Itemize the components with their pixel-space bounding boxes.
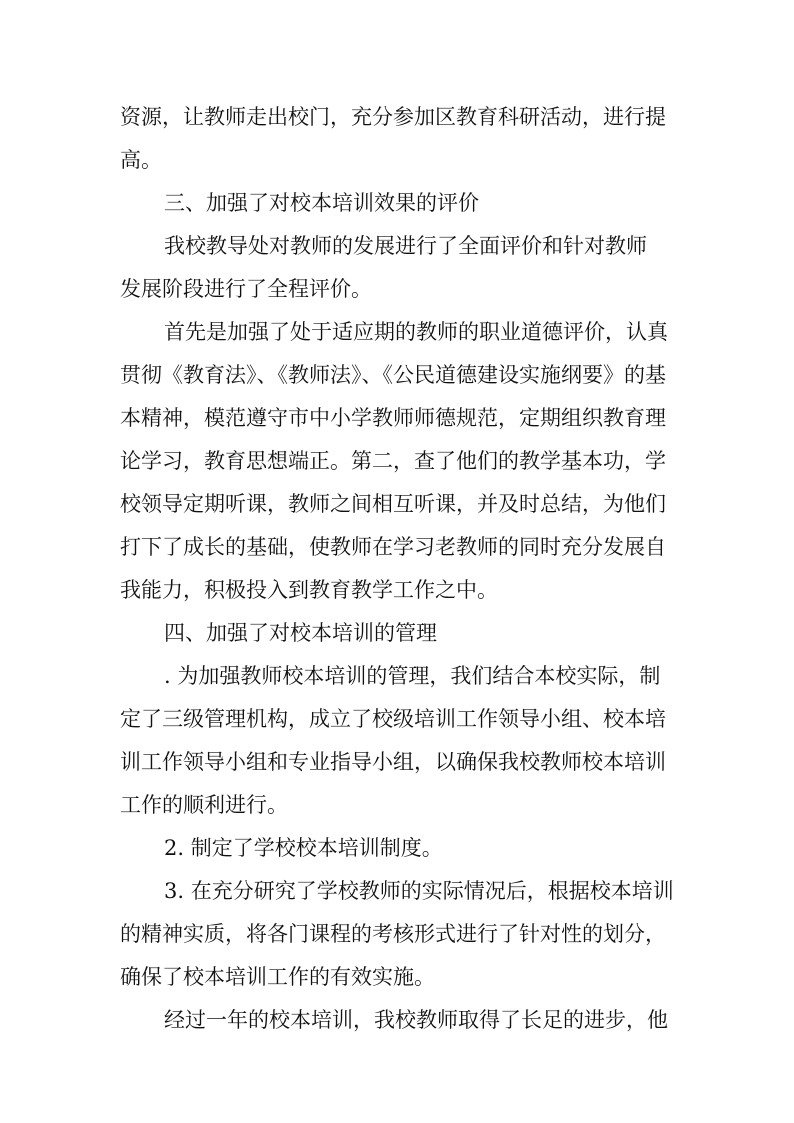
section-heading: 四、加强了对校本培训的管理 xyxy=(164,621,437,645)
paragraph-line: 定了三级管理机构，成立了校级培训工作领导小组、校本培 xyxy=(120,707,666,731)
paragraph-line: 校领导定期听课，教师之间相互听课，并及时总结，为他们 xyxy=(120,492,666,516)
paragraph-line: 的精神实质，将各门课程的考核形式进行了针对性的划分， xyxy=(120,922,666,946)
paragraph-line: 我校教导处对教师的发展进行了全面评价和针对教师 xyxy=(164,234,647,258)
paragraph-line: 经过一年的校本培训，我校教师取得了长足的进步，他 xyxy=(164,1008,668,1032)
paragraph-line: 贯彻《教育法》、《教师法》、《公民道德建设实施纲要》的基 xyxy=(120,363,666,387)
paragraph-line: 高。 xyxy=(120,148,162,172)
paragraph-line: 确保了校本培训工作的有效实施。 xyxy=(120,965,435,989)
paragraph-line: 论学习，教育思想端正。第二，查了他们的教学基本功，学 xyxy=(120,449,666,473)
section-heading: 三、加强了对校本培训效果的评价 xyxy=(164,191,479,215)
paragraph-line: 训工作领导小组和专业指导小组，以确保我校教师校本培训 xyxy=(120,750,666,774)
paragraph-line: 工作的顺利进行。 xyxy=(120,793,288,817)
paragraph-line: 2. 制定了学校校本培训制度。 xyxy=(164,836,443,860)
paragraph-line: 打下了成长的基础，使教师在学习老教师的同时充分发展自 xyxy=(120,535,666,559)
paragraph-line: 资源，让教师走出校门，充分参加区教育科研活动，进行提 xyxy=(120,105,666,129)
paragraph-line: 本精神，模范遵守市中小学教师师德规范，定期组织教育理 xyxy=(120,406,666,430)
paragraph-line: 我能力，积极投入到教育教学工作之中。 xyxy=(120,578,498,602)
paragraph-line: 3. 在充分研究了学校教师的实际情况后，根据校本培训 xyxy=(164,879,674,903)
paragraph-line: 发展阶段进行了全程评价。 xyxy=(120,277,372,301)
paragraph-line: 首先是加强了处于适应期的教师的职业道德评价，认真 xyxy=(164,320,668,344)
paragraph-line: . 为加强教师校本培训的管理，我们结合本校实际，制 xyxy=(164,664,661,688)
